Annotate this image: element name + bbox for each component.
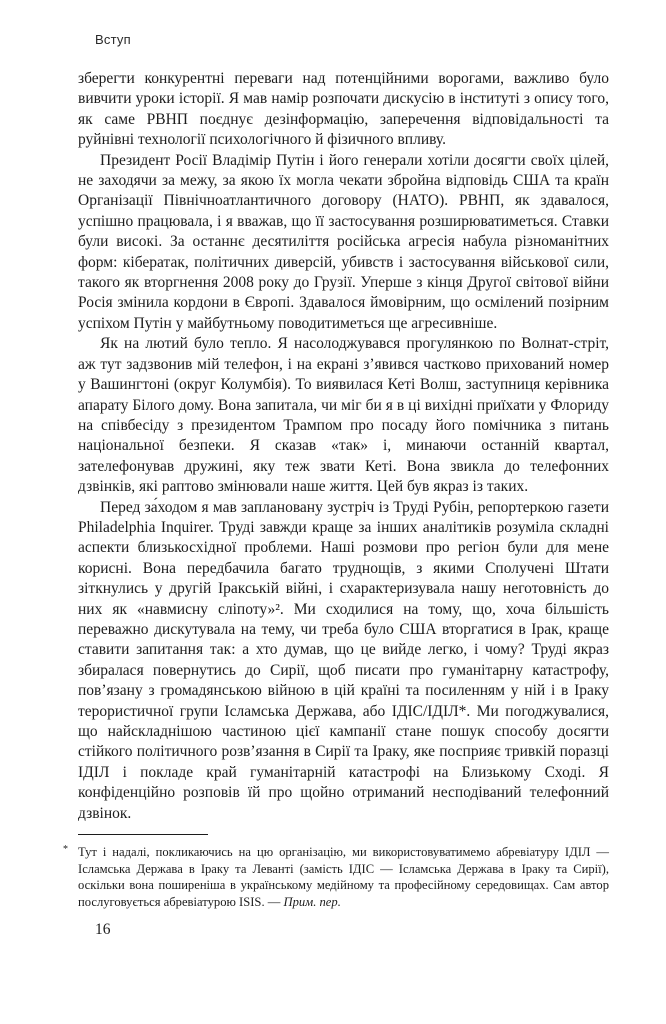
running-header: Вступ bbox=[95, 32, 131, 47]
footnote-body bbox=[63, 844, 609, 910]
footnote bbox=[63, 834, 609, 910]
footnote-divider bbox=[78, 834, 208, 835]
paragraph: зберегти конкурентні переваги над потенційними ворогами, важливо було вивчити уроки історії. Я мав намір розпочати дискусію в інституті з опису того, як саме РВНП поєднує дезінформацію, заперечення відповідальності та руйнівні технології психологічного й фізичного впливу. bbox=[78, 70, 609, 149]
paragraph: Президент Росії Владімір Путін і його генерали хотіли досягти своїх цілей, не заходячи за межу, за якою їх могла чекати збройна відповідь США та країн Організації Північноатлантичного договору (НАТО). РВНП, як здавалося, успішно працювала, і я вважав, що її застосування розширюватиметься. Ставки були високі. За останнє десятиліття російська агресія набула різноманітних форм: кібератак, політичних диверсій, убивств і застосування військової сили, такого як вторгнення 2008 року до Грузії. Уперше з кінця Другої світової війни Росія змінила кордони в Європі. Здавалося ймовірним, що осмілений позірним успіхом Путін у майбутньому поводитиметься ще агресивніше. bbox=[78, 151, 609, 332]
page-number: 16 bbox=[95, 921, 111, 938]
footnote-marker: * bbox=[63, 844, 68, 855]
paragraph: Як на лютий було тепло. Я насолоджувався прогулянкою по Волнат-стріт, аж тут задзвонив мій телефон, і на екрані з’явився частково прихований номер у Вашингтоні (округ Колумбія). То виявилася Кеті Волш, заступниця керівника апарату Білого дому. Вона запитала, чи міг би я в ці вихідні приїхати у Флориду на співбесіду з президентом Трампом про посаду його помічника з питань національної безпеки. Я сказав «так» і, минаючи останній квартал, зателефонував дружині, яку теж звати Кеті. Вона звикла до телефонних дзвінків, які раптово змінювали наше життя. Цей був якраз із таких. bbox=[78, 335, 609, 496]
footnote-translator-note: Прим. пер. bbox=[283, 894, 341, 909]
footnote-text: Тут і надалі, покликаючись на цю організацію, ми використовуватимемо абревіатуру ІДІЛ — Ісламська Держава в Іраку та Леванті (замість ІДІС — Ісламська Держава в Іраку та Сирії), оскільки вона поширеніша в українському медійному та професійному середовищах. Сам автор послуговується абревіатурою ISIS. — bbox=[78, 845, 609, 909]
paragraph: Перед за́ходом я мав заплановану зустріч із Труді Рубін, репортеркою газети Philadelphia Inquirer. Труді завжди краще за інших аналітиків розуміла складні аспекти близькосхідної проблеми. Наші розмови про регіон були для мене корисні. Вона передбачила багато труднощів, з якими Сполучені Штати зіткнулись у другій Іракській війні, і схарактеризувала нашу неготовність до них як «навмисну сліпоту»². Ми сходилися на тому, що, хоча більшість переважно дискутувала на тему, чи треба було США вторгатися в Ірак, краще ставити запитання так: а хто думав, що це вийде легко, і чому? Труді якраз збиралася повернутись до Сирії, щоб писати про гуманітарну катастрофу, пов’язану з громадянською війною в цій країні та посиленням у ній і в Іраку терористичної групи Ісламська Держава, або ІДІС/ІДІЛ*. Ми погоджувалися, що найскладнішою частиною цієї кампанії стане пошук способу досягти стійкого політичного розв’язання в Сирії та Іраку, яке посприяє тривкій поразці ІДІЛ і покладе край гуманітарній катастрофі на Близькому Сході. Я конфіденційно розповів їй про щойно отриманий несподіваний телефонний дзвінок. bbox=[78, 498, 609, 822]
body-text bbox=[78, 69, 609, 824]
